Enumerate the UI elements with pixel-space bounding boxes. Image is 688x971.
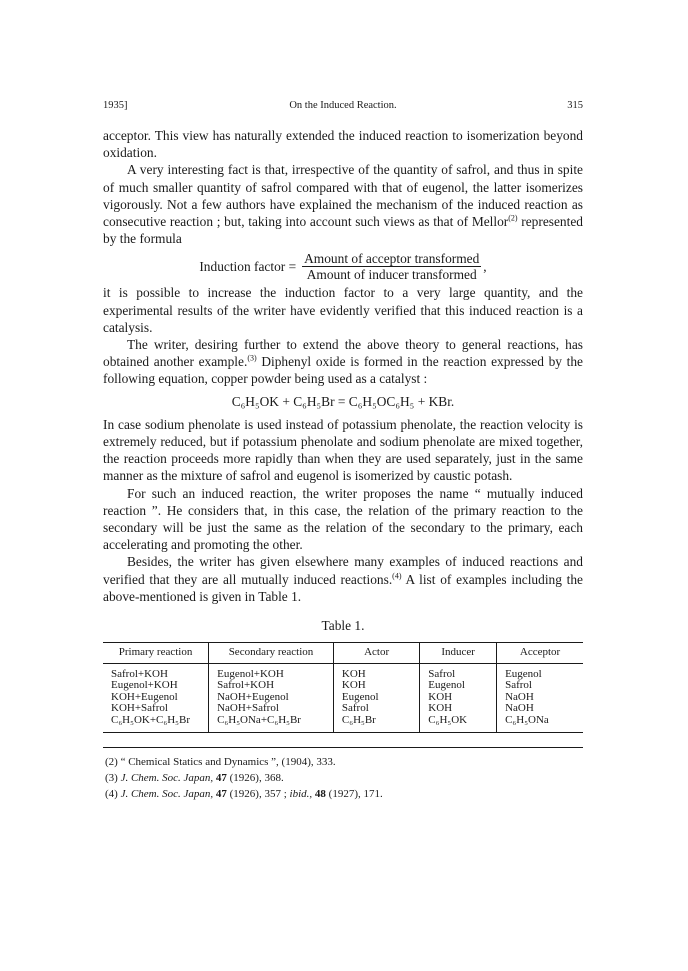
table-cell: NaOH — [505, 702, 534, 715]
header-year: 1935] — [103, 100, 128, 111]
footnote-2 — [103, 754, 583, 770]
footnote-ref-3: (3) — [247, 353, 257, 363]
footnote-3 — [103, 770, 583, 786]
table-cell: Eugenol — [505, 667, 542, 680]
formula-numerator: Amount of acceptor transformed — [304, 250, 480, 266]
footnote-4-journal: J. Chem. Soc. Japan, — [120, 788, 214, 801]
paragraph-7-text: Besides, the writer has given elsewhere many examples of induced reactions and verified that they are all mutually induced reactions. — [103, 554, 583, 587]
running-head — [103, 100, 583, 114]
footnote-3-volume: 47 — [215, 772, 227, 785]
table-header-primary: Primary reaction — [103, 643, 209, 664]
table-cell: Safrol+KOH — [111, 667, 168, 680]
column-primary — [103, 663, 209, 733]
footnote-ref-2: (2) — [508, 213, 518, 223]
table-cell: KOH — [428, 702, 453, 715]
paragraph-2-text: A very interesting fact is that, irrespective of the quantity of safrol, and thus in spite of much smaller quantity of safrol compared with that of eugenol, the latter isomerizes vigorously. Not a few authors have explained the mechanism of the induced reaction as consecutive reaction ; but, taking into account such views as that of Mellor — [103, 162, 583, 230]
footnote-4-number: (4) — [105, 788, 118, 801]
footnote-4-rest-2: (1927), 171. — [325, 788, 383, 801]
footnote-2-number: (2) — [105, 756, 118, 769]
table-cell: C₆H₅Br — [341, 713, 376, 726]
table-cell: Eugenol — [341, 690, 379, 703]
table-header-acceptor: Acceptor — [497, 643, 583, 664]
paragraph-4-text: The writer, desiring further to extend the above theory to general reactions, has obtained another example. — [103, 337, 583, 370]
table-cell: KOH+Safrol — [111, 702, 168, 715]
table-cell: Safrol — [341, 702, 369, 715]
table-cell: Eugenol — [428, 679, 465, 692]
table-cell: KOH — [428, 690, 453, 703]
paragraph-2-end: represented by the formula — [103, 214, 583, 247]
formula-fraction — [302, 251, 481, 282]
article-body — [103, 127, 583, 802]
table-row — [103, 663, 583, 733]
table-cell: KOH — [341, 679, 366, 692]
paragraph-7-end: A list of examples including the above-mentioned is given in Table 1. — [103, 571, 584, 604]
footnote-4-rest: (1926), 357 ; — [226, 788, 287, 801]
formula-denominator: Amount of inducer transformed — [306, 266, 477, 282]
table-cell: Safrol+KOH — [217, 679, 275, 692]
footnote-3-rest: (1926), 368. — [226, 772, 284, 785]
table-cell: C₆H₅ONa — [505, 713, 549, 726]
formula-trail: , — [483, 258, 487, 274]
reaction-equation: C₆H₅OK + C₆H₅Br = C₆H₅OC₆H₅ + KBr. — [231, 393, 455, 409]
footnote-3-number: (3) — [105, 772, 118, 785]
paragraph-2 — [103, 161, 583, 247]
footnote-4-volume: 47 — [215, 788, 227, 801]
paragraph-4 — [103, 336, 583, 388]
paragraph-6: For such an induced reaction, the writer proposes the name “ mutually induced reaction ”. He considers that, in this case, the relation of the primary reaction to the secondary will be just the same as the relation of the secondary to the primary, each accelerating and promoting the other. — [103, 485, 583, 553]
table-cell: C₆H₅ONa+C₆H₅Br — [217, 713, 301, 726]
table-header-actor: Actor — [333, 643, 419, 664]
table-cell: KOH+Eugenol — [111, 690, 178, 703]
table-cell: NaOH — [505, 690, 534, 703]
footnote-4-volume-2: 48 — [314, 788, 326, 801]
column-actor — [333, 663, 419, 733]
table-header-secondary: Secondary reaction — [209, 643, 334, 664]
table-header-row — [103, 643, 583, 664]
table-cell: NaOH+Safrol — [217, 702, 279, 715]
induction-factor-formula — [103, 249, 583, 283]
formula-lhs: Induction factor = — [199, 258, 297, 274]
paragraph-4-end: Diphenyl oxide is formed in the reaction expressed by the following equation, copper powder being used as a catalyst : — [103, 354, 583, 387]
table-cell: Safrol — [428, 667, 456, 680]
table-cell: Eugenol+KOH — [111, 679, 178, 692]
column-secondary — [209, 663, 334, 733]
table-cell: Eugenol+KOH — [217, 667, 284, 680]
header-title: On the Induced Reaction. — [289, 100, 397, 111]
footnotes — [103, 754, 583, 802]
paragraph-3: it is possible to increase the induction factor to a very large quantity, and the experimental results of the writer have evidently verified that this induced reaction is a catalysis. — [103, 285, 583, 335]
paragraph-1: acceptor. This view has naturally extended the induced reaction to isomerization beyond oxidation. — [103, 128, 583, 161]
column-acceptor — [497, 663, 583, 733]
paragraph-5: In case sodium phenolate is used instead of potassium phenolate, the reaction velocity is extremely reduced, but if potassium phenolate and sodium phenolate are mixed together, the reaction proceeds more rapidly than when they are used separately, just in the same manner as the mixture of safrol and eugenol is isomerized by caustic potash. — [103, 416, 583, 484]
column-inducer — [420, 663, 497, 733]
reaction-table — [103, 642, 583, 733]
footnote-2-text: “ Chemical Statics and Dynamics ”, (1904), 333. — [120, 756, 336, 769]
footnote-divider — [103, 747, 583, 748]
table-cell: C₆H₅OK+C₆H₅Br — [111, 713, 190, 726]
footnote-4 — [103, 786, 583, 802]
table-header-inducer: Inducer — [420, 643, 497, 664]
footnote-ref-4: (4) — [392, 571, 402, 581]
table-cell: C₆H₅OK — [428, 713, 468, 726]
table-title: Table 1. — [321, 618, 365, 634]
page-number: 315 — [567, 100, 583, 111]
table-cell: NaOH+Eugenol — [217, 690, 289, 703]
table-cell: KOH — [341, 667, 366, 680]
table-cell: Safrol — [505, 679, 532, 692]
footnote-3-journal: J. Chem. Soc. Japan, — [120, 772, 214, 785]
paragraph-7 — [103, 553, 583, 605]
footnote-4-ibid: ibid., — [289, 788, 313, 801]
